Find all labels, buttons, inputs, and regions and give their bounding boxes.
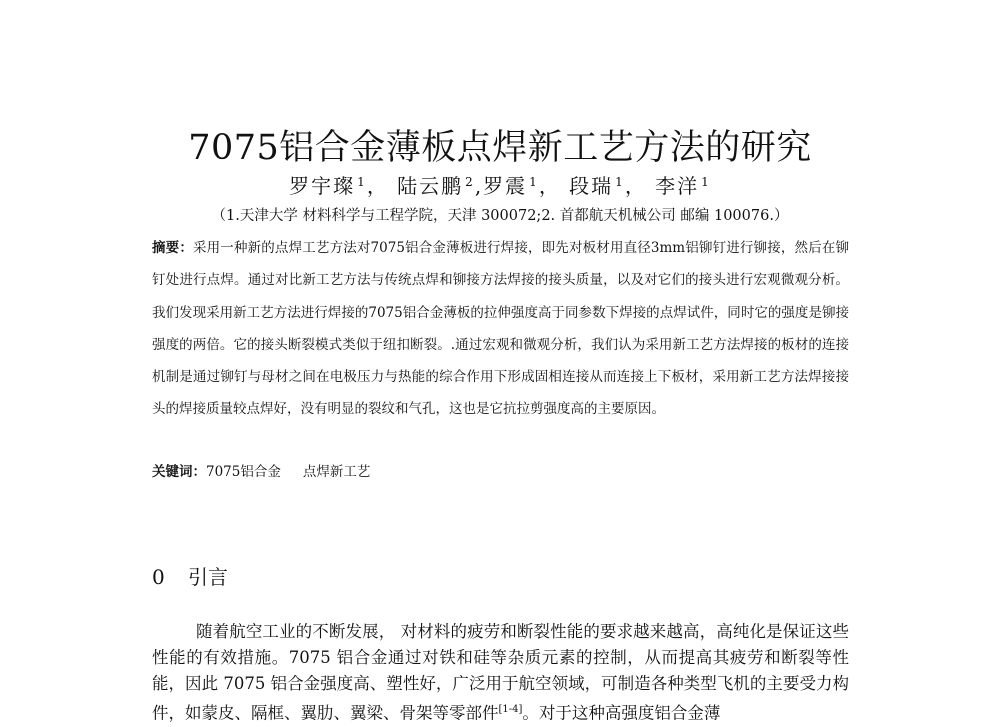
author-separator: ， bbox=[624, 174, 647, 198]
author bbox=[289, 174, 389, 198]
author bbox=[397, 174, 483, 198]
author bbox=[483, 174, 561, 198]
author-affil-marker: 1 bbox=[701, 175, 711, 189]
author-name: 罗震 bbox=[483, 174, 528, 198]
body-text-segment: 随着航空工业的不断发展， 对材料的疲劳和断裂性能的要求越来越高，高纯化是保证这些性能的有效措施。7075 铝合金通过对铁和硅等杂质元素的控制，从而提高其疲劳和断裂等性能，因此 7075 铝合金强度高、塑性好，广泛用于航空领域，可制造各种类型飞机的主要受力构件，如蒙皮、隔框、翼肋、翼梁、骨架等零部件 bbox=[152, 622, 849, 723]
author-affil-marker: 1 bbox=[357, 175, 367, 189]
keywords bbox=[152, 458, 849, 486]
keyword: 7075铝合金 bbox=[206, 464, 281, 480]
author-separator: , bbox=[474, 174, 484, 198]
section-number: 0 bbox=[152, 565, 165, 589]
affiliation: （1.天津大学 材料科学与工程学院，天津 300072;2. 首都航天机械公司 邮编 100076.） bbox=[211, 208, 789, 224]
citation-ref[interactable]: [1-4] bbox=[498, 704, 523, 715]
author-list bbox=[0, 172, 1000, 200]
paper-title: 7075铝合金薄板点焊新工艺方法的研究 bbox=[188, 128, 812, 168]
section-heading bbox=[152, 560, 228, 594]
author-name: 罗宇璨 bbox=[289, 174, 356, 198]
author-name: 段瑞 bbox=[569, 174, 614, 198]
body-text-segment: 。对于这种高强度铝合金薄 bbox=[522, 703, 721, 723]
author-name: 李洋 bbox=[655, 174, 700, 198]
abstract-label: 摘要： bbox=[152, 240, 193, 256]
keywords-label: 关键词： bbox=[152, 464, 206, 480]
abstract bbox=[152, 232, 849, 426]
abstract-text: 采用一种新的点焊工艺方法对7075铝合金薄板进行焊接，即先对板材用直径3mm铝铆钉进行铆接，然后在铆钉处进行点焊。通过对比新工艺方法与传统点焊和铆接方法焊接的接头质量，以及对它们的接头进行宏观微观分析。我们发现采用新工艺方法进行焊接的7075铝合金薄板的拉伸强度高于同参数下焊接的点焊试件，同时它的强度是铆接强度的两倍。它的接头断裂模式类似于纽扣断裂。.通过宏观和微观分析，我们认为采用新工艺方法焊接的板材的连接机制是通过铆钉与母材之间在电极压力与热能的综合作用下形成固相连接从而连接上下板材，采用新工艺方法焊接接头的焊接质量较点焊好，没有明显的裂纹和气孔，这也是它抗拉剪强度高的主要原因。 bbox=[152, 240, 850, 418]
body-paragraph bbox=[152, 619, 849, 727]
keyword: 点焊新工艺 bbox=[302, 464, 371, 480]
author-affil-marker: 1 bbox=[529, 175, 539, 189]
author-affil-marker: 1 bbox=[615, 175, 625, 189]
section-title: 引言 bbox=[188, 565, 228, 589]
author-separator: ， bbox=[366, 174, 389, 198]
author bbox=[655, 174, 711, 198]
author-separator: ， bbox=[538, 174, 561, 198]
author-name: 陆云鹏 bbox=[397, 174, 464, 198]
author bbox=[569, 174, 647, 198]
author-affil-marker: 2 bbox=[465, 175, 475, 189]
